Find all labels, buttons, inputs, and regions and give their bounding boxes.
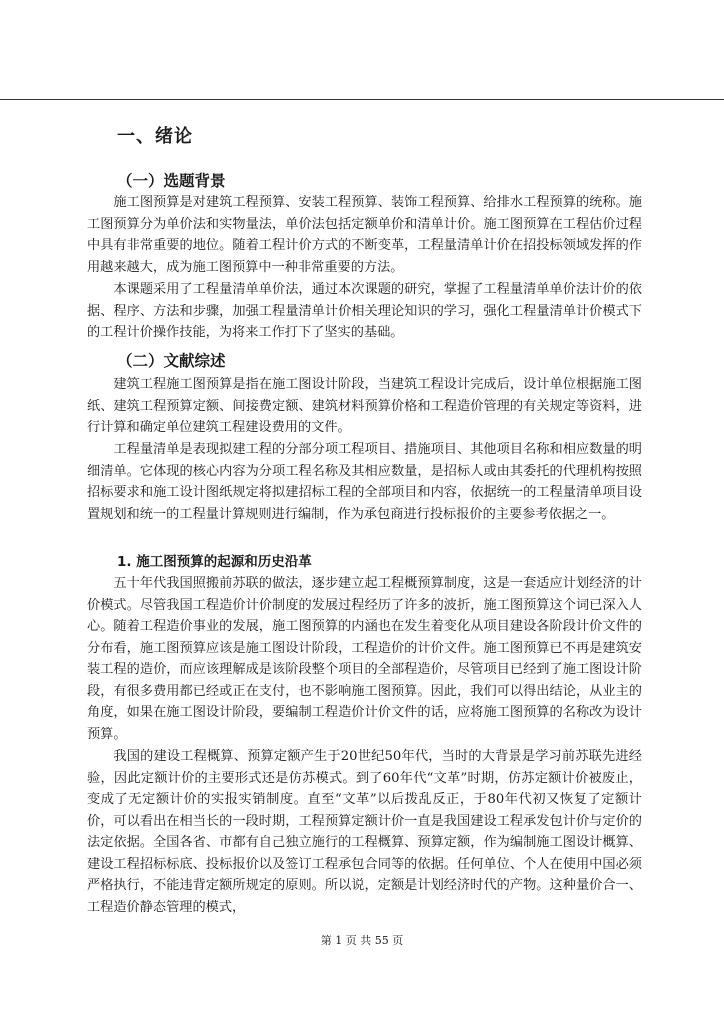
subsection-heading: 1. 施工图预算的起源和历史沿革 (117, 554, 312, 570)
header-rule (0, 99, 724, 100)
page-footer: 第 1 页 共 55 页 (320, 934, 404, 947)
paragraph: 本课题采用了工程量清单单价法，通过本次课题的研究，掌握了工程量清单单价法计价的依据、程序、方法和步骤，加强工程量清单计价相关理论知识的学习，强化工程量清单计价模式下的工程计价操作技能，为将来工作打下了坚实的基础。 (87, 282, 642, 340)
section-heading-background: （一）选题背景 (117, 172, 226, 190)
paragraph: 施工图预算是对建筑工程预算、安装工程预算、装饰工程预算、给排水工程预算的统称。施工图预算分为单价法和实物量法，单价法包括定额单价和清单计价。施工图预算在工程估价过程中具有非常重要的地位。随着工程计价方式的不断变革，工程量清单计价在招投标领域发挥的作用越来越大，成为施工图预算中一种非常重要的方法。 (87, 195, 642, 275)
paragraph: 五十年代我国照搬前苏联的做法，逐步建立起工程概预算制度，这是一套适应计划经济的计价模式。尽管我国工程造价计价制度的发展过程经历了许多的波折，施工图预算这个词已深入人心。随着工程造价事业的发展，施工图预算的内涵也在发生着变化从项目建设各阶段计价文件的分布看，施工图预算应该是施工图设计阶段，工程造价的计价文件。施工图预算已不再是建筑安装工程的造价，而应该理解成是该阶段整个项目的全部程造价，尽管项目已经到了施工图设计阶段，有很多费用都已经或正在支付，也不影响施工图预算。因此，我们可以得出结论，从业主的角度，如果在施工图设计阶段，要编制工程造价计价文件的话，应将施工图预算的名称改为设计预算。 (87, 576, 642, 742)
paragraph: 我国的建设工程概算、预算定额产生于20世纪50年代，当时的大背景是学习前苏联先进经验，因此定额计价的主要形式还是仿苏模式。到了60年代“文革”时期，仿苏定额计价被废止，变成了无定额计价的实报实销制度。直至“文革”以后拨乱反正，于80年代初又恢复了定额计价，可以看出在相当长的一段时期，工程预算定额计价一直是我国建设工程承发包计价与定价的法定依据。全国各省、市都有自己独立施行的工程概算、预算定额，作为编制施工图设计概算、建设工程招标标底、投标报价以及签订工程承包合同等的依据。任何单位、个人在使用中国必须严格执行，不能违背定额所规定的原则。所以说，定额是计划经济时代的产物。这种量价合一、工程造价静态管理的模式， (87, 749, 642, 915)
section-heading-literature: （二）文献综述 (117, 352, 226, 370)
paragraph: 建筑工程施工图预算是指在施工图设计阶段，当建筑工程设计完成后，设计单位根据施工图纸、建筑工程预算定额、间接费定额、建筑材料预算价格和工程造价管理的有关规定等资料，进行计算和确定单位建筑工程建设费用的文件。 (87, 377, 642, 435)
paragraph: 工程量清单是表现拟建工程的分部分项工程项目、措施项目、其他项目名称和相应数量的明细清单。它体现的核心内容为分项工程名称及其相应数量，是招标人或由其委托的代理机构按照招标要求和施工设计图纸规定将拟建招标工程的全部项目和内容，依据统一的工程量清单项目设置规划和统一的工程量计算规则进行编制，作为承包商进行投标报价的主要参考依据之一。 (87, 442, 642, 522)
chapter-heading: 一、绪论 (117, 126, 193, 147)
